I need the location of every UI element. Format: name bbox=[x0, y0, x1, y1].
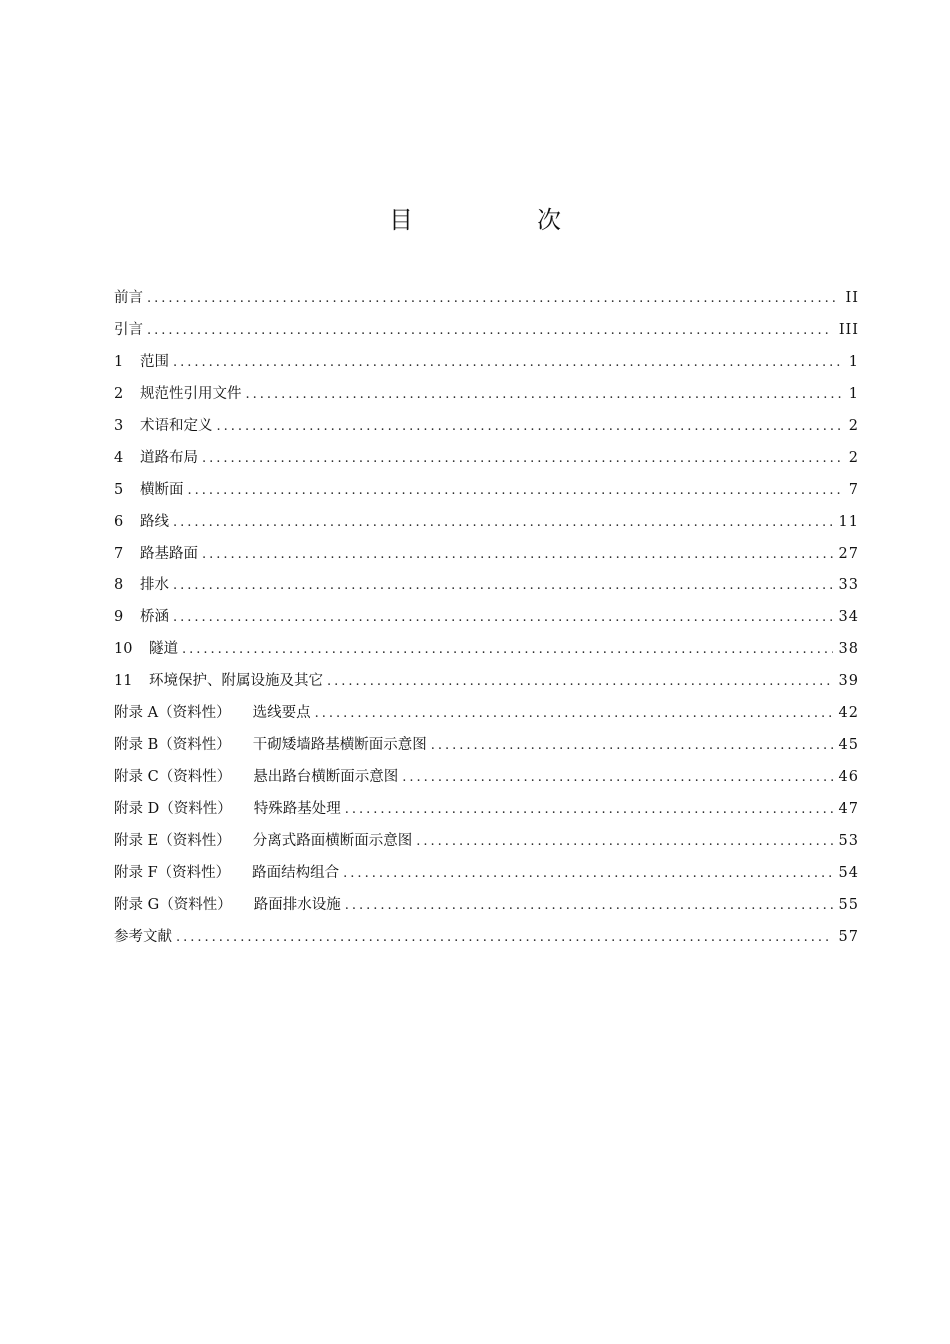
toc-entry-label: 引言 bbox=[114, 321, 143, 338]
toc-entry-number: 4 bbox=[114, 449, 124, 466]
toc-entry-page-number: 2 bbox=[848, 417, 859, 434]
dot-leader bbox=[327, 674, 833, 689]
toc-entry-label: 路线 bbox=[140, 513, 169, 530]
dot-leader bbox=[147, 291, 840, 306]
dot-leader bbox=[431, 738, 833, 753]
toc-entry-label: 横断面 bbox=[140, 481, 184, 498]
toc-entry-page-number: 54 bbox=[838, 864, 859, 881]
dot-leader bbox=[416, 834, 832, 849]
toc-entry[interactable] bbox=[114, 893, 859, 925]
toc-entry[interactable] bbox=[114, 797, 859, 829]
toc-entry-label: 附录 G（资料性） bbox=[114, 896, 232, 913]
dot-leader bbox=[147, 323, 833, 338]
toc-entry-page-number: 39 bbox=[838, 673, 859, 690]
toc-entry-subtitle: 路面排水设施 bbox=[253, 896, 341, 913]
toc-entry-page-number: 45 bbox=[838, 737, 859, 754]
dot-leader bbox=[182, 642, 833, 657]
toc-entry-subtitle: 路面结构组合 bbox=[252, 864, 340, 881]
dot-leader bbox=[402, 770, 832, 785]
toc-entry-page-number: 46 bbox=[838, 769, 859, 786]
toc-entry-page-number: 42 bbox=[838, 705, 859, 722]
toc-entry-label: 参考文献 bbox=[114, 928, 172, 945]
toc-entry-page-number: 1 bbox=[848, 353, 859, 370]
toc-entry-label: 术语和定义 bbox=[140, 417, 213, 434]
dot-leader bbox=[246, 387, 843, 402]
toc-entry-page-number: 38 bbox=[838, 641, 859, 658]
toc-entry-label: 道路布局 bbox=[140, 449, 198, 466]
dot-leader bbox=[176, 930, 833, 945]
toc-entry-page-number: 2 bbox=[848, 449, 859, 466]
toc-entry-label: 附录 D（资料性） bbox=[114, 801, 232, 817]
toc-entry-label: 桥涵 bbox=[140, 609, 169, 626]
toc-entry-page-number: 27 bbox=[838, 545, 859, 562]
toc-entry[interactable] bbox=[114, 669, 859, 701]
toc-entry[interactable] bbox=[114, 605, 859, 637]
toc-entry-number: 5 bbox=[114, 481, 124, 498]
toc-entry-number: 9 bbox=[114, 609, 124, 626]
dot-leader bbox=[315, 706, 833, 721]
toc-entry-number: 11 bbox=[114, 673, 133, 690]
toc-entry[interactable] bbox=[114, 478, 859, 510]
dot-leader bbox=[345, 898, 833, 913]
toc-entry[interactable] bbox=[114, 861, 859, 893]
toc-entry[interactable] bbox=[114, 542, 859, 574]
toc-entry-label: 附录 B（资料性） bbox=[114, 737, 231, 754]
dot-leader bbox=[173, 610, 833, 625]
toc-entry-subtitle: 干砌矮墙路基横断面示意图 bbox=[252, 737, 427, 754]
toc-entry-label: 附录 E（资料性） bbox=[114, 832, 231, 849]
toc-entry[interactable] bbox=[114, 446, 859, 478]
toc-entry-subtitle: 选线要点 bbox=[252, 705, 311, 722]
toc-entry-subtitle: 特殊路基处理 bbox=[253, 801, 341, 817]
toc-entry-page-number: III bbox=[838, 321, 859, 338]
toc-entry-page-number: 53 bbox=[838, 832, 859, 849]
toc-entry[interactable] bbox=[114, 318, 859, 350]
toc-entry[interactable] bbox=[114, 733, 859, 765]
toc-entry[interactable] bbox=[114, 414, 859, 446]
dot-leader bbox=[345, 802, 833, 817]
toc-entry[interactable] bbox=[114, 637, 859, 669]
toc-entry-label: 附录 A（资料性） bbox=[114, 705, 231, 722]
dot-leader bbox=[173, 578, 833, 593]
toc-entry-page-number: 47 bbox=[838, 801, 859, 817]
toc-entry-label: 隧道 bbox=[149, 641, 178, 658]
toc-entry-label: 规范性引用文件 bbox=[140, 385, 242, 402]
toc-entry-number: 3 bbox=[114, 417, 124, 434]
dot-leader bbox=[173, 515, 833, 530]
toc-entry-label: 环境保护、附属设施及其它 bbox=[149, 673, 323, 690]
dot-leader bbox=[173, 355, 843, 370]
toc-entry-number: 10 bbox=[114, 641, 133, 658]
toc-entry-number: 1 bbox=[114, 353, 124, 370]
toc-entry-label: 范围 bbox=[140, 353, 169, 370]
toc-entry-page-number: 33 bbox=[838, 577, 859, 594]
dot-leader bbox=[217, 419, 843, 434]
toc-entry-page-number: 1 bbox=[848, 385, 859, 402]
toc-entry[interactable] bbox=[114, 765, 859, 797]
toc-entry-number: 8 bbox=[114, 577, 124, 594]
dot-leader bbox=[202, 547, 833, 562]
toc-entry-page-number: 11 bbox=[838, 513, 859, 530]
toc-entry-label: 前言 bbox=[114, 290, 143, 306]
toc-entry[interactable] bbox=[114, 510, 859, 542]
dot-leader bbox=[188, 483, 843, 498]
page-title: 目 次 bbox=[389, 206, 611, 234]
toc-entry[interactable] bbox=[114, 925, 859, 957]
toc-entry-page-number: II bbox=[845, 290, 859, 306]
dot-leader bbox=[343, 866, 832, 881]
dot-leader bbox=[202, 451, 843, 466]
toc-entry-page-number: 34 bbox=[838, 609, 859, 626]
toc-entry-subtitle: 分离式路面横断面示意图 bbox=[252, 832, 413, 849]
toc-entry[interactable] bbox=[114, 350, 859, 382]
toc-entry-number: 6 bbox=[114, 513, 124, 530]
toc-entry-label: 附录 C（资料性） bbox=[114, 769, 232, 786]
toc-entry-number: 2 bbox=[114, 385, 124, 402]
toc-entry-page-number: 55 bbox=[838, 896, 859, 913]
toc-entry-number: 7 bbox=[114, 545, 124, 562]
toc-entry[interactable] bbox=[114, 701, 859, 733]
toc-entry-page-number: 7 bbox=[848, 481, 859, 498]
toc-entry-label: 附录 F（资料性） bbox=[114, 864, 231, 881]
toc-entry[interactable] bbox=[114, 286, 859, 318]
toc-entry[interactable] bbox=[114, 829, 859, 861]
toc-entry-label: 排水 bbox=[140, 577, 169, 594]
table-of-contents bbox=[114, 286, 859, 957]
toc-entry[interactable] bbox=[114, 382, 859, 414]
toc-entry-page-number: 57 bbox=[838, 928, 859, 945]
toc-entry[interactable] bbox=[114, 573, 859, 605]
toc-entry-subtitle: 悬出路台横断面示意图 bbox=[253, 769, 399, 786]
toc-entry-label: 路基路面 bbox=[140, 545, 198, 562]
